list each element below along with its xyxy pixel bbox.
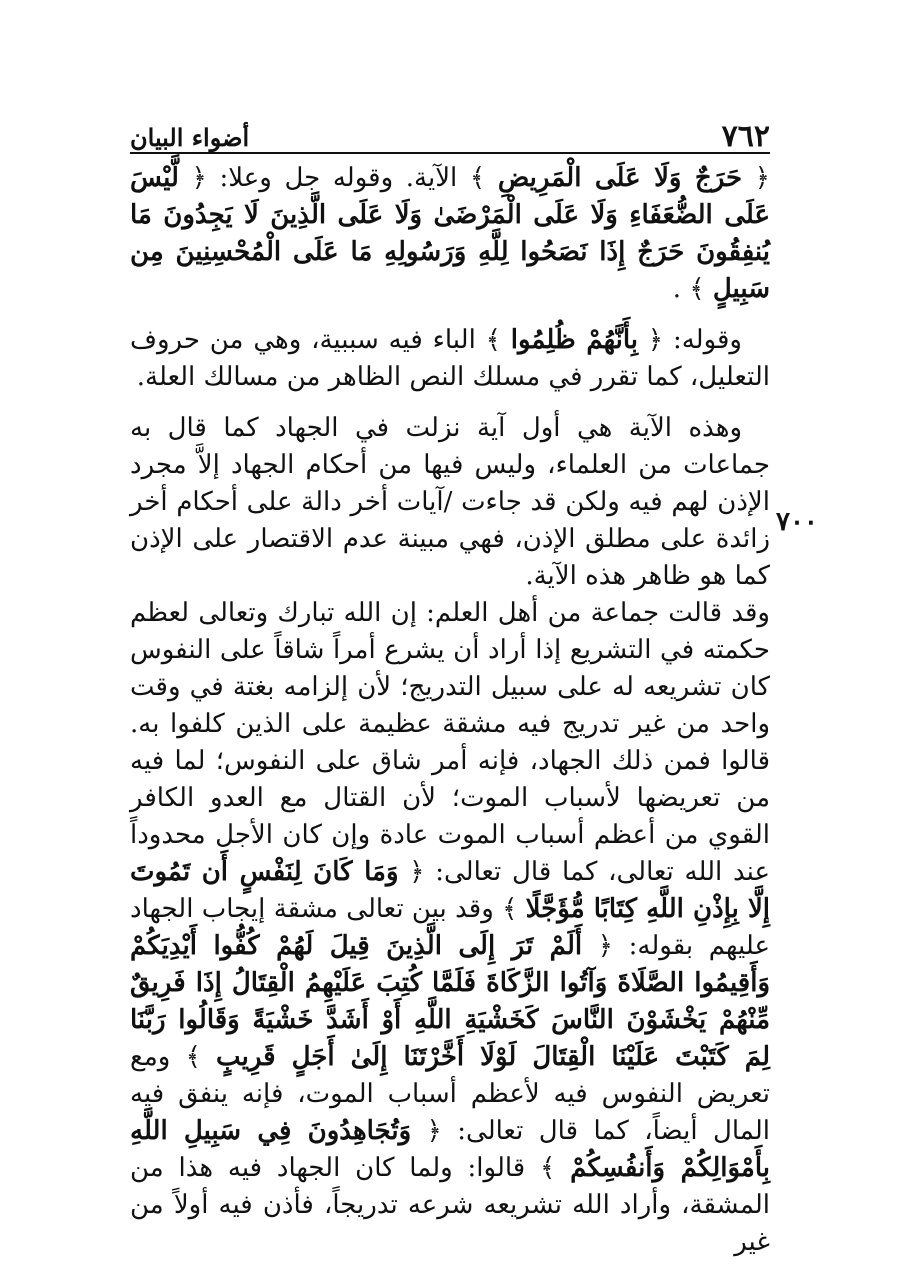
header-rule (130, 152, 770, 154)
body-text: ﴾ . (672, 274, 713, 304)
paragraph-2 (130, 322, 770, 396)
quran-verse: أَلَمْ تَرَ إِلَى الَّذِينَ قِيلَ لَهُمْ كُفُّوا أَيْدِيَكُمْ وَأَقِيمُوا الصَّلَاةَ وَآتُوا الزَّكَاةَ فَلَمَّا كُتِبَ عَلَيْهِمُ الْقِتَالُ إِذَا فَرِيقٌ مِّنْهُمْ يَخْشَوْنَ النَّاسَ كَخَشْيَةِ اللَّهِ أَوْ أَشَدَّ خَشْيَةً وَقَالُوا رَبَّنَا لِمَ كَتَبْتَ عَلَيْنَا الْقِتَالَ لَوْلَا أَخَّرْتَنَا إِلَىٰ أَجَلٍ قَرِيبٍ (130, 931, 770, 1072)
paragraph-1: ﴿ حَرَجٌ وَلَا عَلَى الْمَرِيضِ ﴾ الآية. وقوله جل وعلا: ﴿ لَّيْسَ عَلَى الضُّعَفَاءِ وَلَا عَلَى الْمَرْضَىٰ وَلَا عَلَى الَّذِينَ لَا يَجِدُونَ مَا يُنفِقُونَ حَرَجٌ إِذَا نَصَحُوا لِلَّهِ وَرَسُولِهِ مَا عَلَى الْمُحْسِنِينَ مِن سَبِيلٍ ﴾ . (130, 163, 771, 304)
body-text: ﴾ الآية. وقوله جل وعلا: ﴿ (178, 163, 498, 193)
quran-verse: بِأَنَّهُمْ ظُلِمُوا (510, 325, 639, 355)
quran-verse: وَتُجَاهِدُونَ فِي سَبِيلِ اللَّهِ بِأَمْوَالِكُمْ وَأَنفُسِكُمْ (130, 1116, 770, 1183)
body-text: ﴾ ومع تعريض النفوس فيه لأعظم أسباب الموت، فإنه ينفق فيه المال أيضاً، كما قال تعالى: ﴿ (130, 1042, 770, 1146)
quran-verse: وَمَا كَانَ لِنَفْسٍ أَن تَمُوتَ إِلَّا بِإِذْنِ اللَّهِ كِتَابًا مُّؤَجَّلًا (130, 857, 770, 924)
running-title: أضواء البيان (130, 123, 250, 152)
margin-reference-number: ٧٠٠ (776, 507, 818, 537)
quran-verse: لَّيْسَ عَلَى الضُّعَفَاءِ وَلَا عَلَى الْمَرْضَىٰ وَلَا عَلَى الَّذِينَ لَا يَجِدُونَ مَا يُنفِقُونَ حَرَجٌ إِذَا نَصَحُوا لِلَّهِ وَرَسُولِهِ مَا عَلَى الْمُحْسِنِينَ مِن سَبِيلٍ (130, 163, 771, 304)
body-text: وقوله: ﴿ (638, 325, 742, 355)
body-text: وقد قالت جماعة من أهل العلم: إن الله تبارك وتعالى لعظم حكمته في التشريع إذا أراد أن يشرع أمراً شاقاً على النفوس كان تشريعه له على سبيل التدريج؛ لأن إلزامه بغتة في وقت واحد من غير تدريج فيه مشقة عظيمة على الذين كلفوا به. قالوا فمن ذلك الجهاد، فإنه أمر شاق على النفوس؛ لما فيه من تعريضها لأسباب الموت؛ لأن القتال مع العدو الكافر القوي من أعظم أسباب الموت عادة وإن كان الأجل محدوداً عند الله تعالى، كما قال تعالى: ﴿ (130, 598, 771, 887)
paragraph-4 (130, 595, 770, 1261)
page-header (130, 112, 770, 152)
body-text: ﴾ وقد بين تعالى مشقة إيجاب الجهاد عليهم بقوله: ﴿ (130, 894, 770, 961)
body-text: ﴾ قالوا: ولما كان الجهاد فيه هذا من المشقة، وأراد الله تشريعه شرعه تدريجاً، فأذن فيه أولاً من غير (130, 1153, 770, 1257)
page-number: ٧٦٢ (721, 119, 770, 154)
body-text: ﴾ الباء فيه سببية، وهي من حروف التعليل، كما تقرر في مسلك النص الظاهر من مسالك العلة. (130, 325, 770, 392)
page-body (130, 160, 770, 1261)
paragraph-3: وهذه الآية هي أول آية نزلت في الجهاد كما قال به جماعات من العلماء، وليس فيها من أحكام الجهاد إلاَّ مجرد الإذن لهم فيه ولكن قد جاءت /آيات أخر دالة على أحكام أخر زائدة على مطلق الإذن، فهي مبينة عدم الاقتصار على الإذن كما هو ظاهر هذه الآية. (130, 413, 770, 591)
quran-verse: حَرَجٌ وَلَا عَلَى الْمَرِيضِ (497, 163, 743, 193)
